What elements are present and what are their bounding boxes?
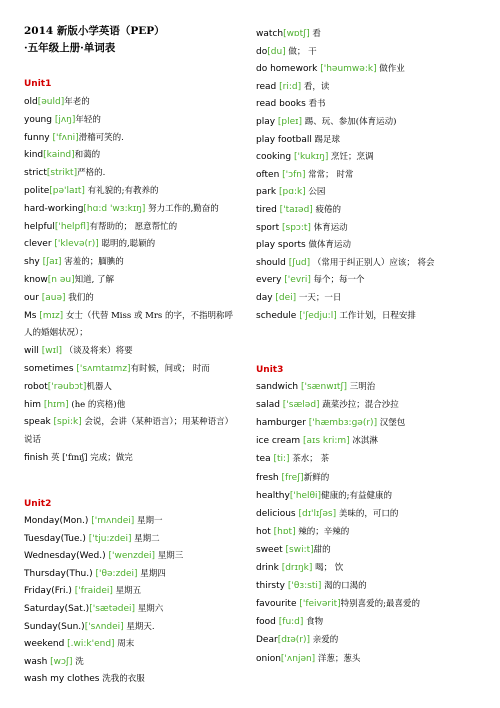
vocab-entry — [256, 28, 321, 40]
vocab-entry — [256, 98, 325, 110]
vocab-meaning: 我们的 — [65, 292, 94, 303]
vocab-entry — [256, 134, 340, 146]
vocab-word: hot — [256, 526, 271, 537]
vocab-word: onion — [256, 653, 281, 664]
vocab-word: robot — [24, 381, 48, 392]
vocab-word: our — [24, 292, 39, 303]
vocab-meaning: 滑稽可笑的. — [78, 132, 124, 143]
vocab-phonetic: ['sæləd] — [279, 400, 320, 411]
vocab-entry — [256, 46, 317, 58]
vocab-meaning: 健康的;有益健康的 — [321, 490, 392, 501]
vocab-word: play — [256, 117, 276, 127]
vocab-phonetic: [wɔʃ] — [47, 656, 73, 667]
vocab-entry — [256, 417, 405, 429]
doc-title: 2014 新版小学英语（PEP） — [24, 25, 165, 37]
vocab-meaning: 星期四 — [137, 568, 166, 579]
vocab-phonetic: [strikt] — [46, 168, 78, 179]
vocab-phonetic: ['evri] — [281, 275, 311, 286]
vocab-meaning: 机器人 — [86, 381, 112, 392]
vocab-meaning: 亲爱的 — [310, 635, 339, 646]
vocab-word: read books — [256, 99, 306, 110]
vocab-word: thirsty — [256, 581, 285, 592]
vocab-phonetic: ['sʌmtaɪmz] — [73, 364, 131, 374]
vocab-phonetic: [wɒtʃ] — [283, 29, 310, 39]
vocab-word: Monday(Mon.) — [24, 516, 89, 526]
vocab-meaning: 看 — [309, 29, 321, 39]
vocab-phonetic: ['wenzdei] — [105, 551, 156, 562]
vocab-entry — [256, 81, 329, 93]
vocab-meaning: 蔬菜沙拉；混合沙拉 — [319, 400, 399, 411]
vocab-word: play football — [256, 134, 312, 145]
vocab-entry — [256, 616, 323, 628]
vocab-word: helpful — [24, 221, 55, 232]
vocab-entry — [256, 63, 405, 75]
unit3-heading: Unit3 — [256, 365, 284, 375]
vocab-meaning: 体育运动 — [310, 222, 348, 233]
vocab-meaning: 洗我的衣服 — [99, 674, 145, 685]
vocab-phonetic: ['feivərit] — [296, 599, 341, 610]
vocab-entry — [24, 345, 133, 357]
vocab-word: sweet — [256, 544, 283, 555]
vocab-word: speak — [24, 417, 51, 428]
vocab-entry — [256, 151, 374, 163]
vocab-phonetic: ['fraidei] — [71, 586, 113, 597]
vocab-entry — [256, 169, 353, 181]
vocab-meaning: 做作业 — [376, 64, 405, 75]
vocab-phonetic: [dei] — [272, 293, 297, 303]
vocab-phonetic: ['ʃedju:l] — [296, 310, 337, 321]
vocab-entry — [24, 399, 125, 411]
vocab-meaning: 汉堡包 — [377, 418, 406, 429]
vocab-word: Sunday(Sun.) — [24, 621, 85, 632]
vocab-entry — [256, 239, 351, 251]
vocab-phonetic: ['θɜ:sti] — [284, 581, 322, 592]
vocab-entry — [256, 204, 341, 216]
vocab-entry — [24, 673, 145, 685]
vocab-word: play sports — [256, 240, 306, 251]
vocab-meaning: 食物 — [303, 617, 324, 628]
vocab-word: favourite — [256, 599, 297, 610]
vocab-phonetic: [kaind] — [43, 150, 75, 161]
vocab-phonetic: [ri:d] — [276, 81, 302, 92]
vocab-meaning: 洋葱；葱头 — [315, 653, 361, 664]
vocab-phonetic: [mɪz] — [36, 310, 64, 321]
vocab-meaning: 洗 — [72, 656, 84, 667]
vocab-word: do — [256, 46, 268, 57]
vocab-entry — [24, 434, 41, 446]
vocab-word: Friday(Fri.) — [24, 586, 72, 597]
vocab-word: funny — [24, 132, 50, 143]
vocab-meaning: 喝； 饮 — [312, 563, 344, 573]
vocab-meaning: 看书 — [305, 99, 326, 110]
vocab-meaning: 烹饪；烹调 — [328, 152, 374, 163]
vocab-phonetic: [hɑ:d 'wɜ:kɪŋ] — [83, 203, 146, 214]
vocab-phonetic: [fu:d] — [275, 617, 304, 628]
vocab-word: read — [256, 81, 277, 92]
vocab-entry — [24, 274, 114, 286]
vocab-word: sometimes — [24, 364, 74, 374]
vocab-word: day — [256, 293, 273, 303]
vocab-phonetic: ['ʌnjən] — [280, 653, 316, 664]
vocab-word: sandwich — [256, 382, 299, 392]
vocab-meaning: (he 的宾格)他 — [68, 399, 126, 410]
vocab-phonetic: [wɪl] — [38, 346, 62, 357]
vocab-phonetic: ['helθi] — [289, 490, 322, 501]
vocab-entry — [24, 238, 155, 250]
vocab-phonetic: [du] — [267, 46, 286, 57]
vocab-phonetic: [ti:] — [270, 454, 290, 465]
vocab-word: old — [24, 97, 38, 107]
vocab-word: strict — [24, 168, 47, 179]
vocab-meaning: 做体育运动 — [305, 240, 351, 251]
vocab-word: tired — [256, 205, 277, 215]
vocab-word: watch — [256, 29, 284, 39]
vocab-word: clever — [24, 239, 52, 250]
vocab-meaning: 工作计划，日程安排 — [336, 310, 416, 321]
vocab-meaning: 踢、玩、参加(体育运动) — [302, 117, 397, 127]
vocab-meaning: 星期二 — [131, 533, 160, 544]
vocab-entry — [256, 310, 416, 322]
vocab-word: often — [256, 169, 280, 180]
vocab-phonetic: ['helpfl] — [54, 221, 90, 232]
vocab-entry — [256, 399, 399, 411]
vocab-word: do homework — [256, 64, 318, 75]
vocab-meaning: 有礼貌的;有教养的 — [84, 186, 159, 196]
vocab-word: wash my clothes — [24, 674, 100, 685]
vocab-entry — [24, 292, 94, 304]
vocab-phonetic: [ʃaɪ] — [39, 257, 62, 268]
vocab-entry — [24, 310, 233, 322]
vocab-phonetic: [pɑ:k] — [276, 187, 306, 198]
vocab-word: kind — [24, 150, 44, 161]
vocab-meaning: 星期三 — [155, 551, 184, 562]
vocab-word: food — [256, 617, 276, 628]
vocab-word: will — [24, 346, 39, 357]
vocab-entry — [256, 580, 367, 592]
vocab-entry — [24, 416, 233, 428]
vocab-entry — [24, 550, 183, 562]
vocab-entry — [256, 186, 325, 198]
vocab-entry — [24, 167, 105, 179]
vocab-word: tea — [256, 454, 271, 465]
vocab-meaning: 新鲜的 — [303, 472, 330, 483]
vocab-meaning: 会说，会讲（某种语言）；用某种语言） — [81, 417, 234, 428]
vocab-word: should — [256, 257, 286, 268]
vocab-meaning: 年老的 — [64, 97, 90, 107]
vocab-meaning: 努力工作的,勤奋的 — [145, 203, 219, 214]
vocab-phonetic: ['mʌndei] — [88, 516, 135, 526]
vocab-meaning: 和蔼的 — [74, 150, 101, 161]
vocab-phonetic: ['hæmbɜ:gə(r)] — [305, 418, 378, 429]
vocab-phonetic: [swi:t] — [282, 544, 314, 555]
vocab-meaning: 每个；每一个 — [310, 275, 365, 286]
vocab-word: Dear — [256, 635, 278, 646]
vocab-entry — [24, 203, 219, 215]
vocab-word: Ms — [24, 310, 37, 321]
vocab-word: know — [24, 275, 48, 285]
vocab-entry — [256, 544, 331, 556]
vocab-entry — [24, 585, 141, 597]
vocab-entry — [24, 621, 155, 633]
vocab-word: every — [256, 275, 282, 286]
vocab-meaning: 星期天. — [123, 621, 155, 632]
vocab-word: ice cream — [256, 436, 301, 447]
vocab-phonetic: [hɪm] — [40, 399, 69, 410]
vocab-meaning: 疲倦的 — [312, 205, 341, 215]
vocab-entry — [24, 638, 134, 650]
vocab-entry — [256, 598, 420, 610]
vocab-meaning: 星期五 — [112, 586, 142, 597]
vocab-meaning: 踢足球 — [311, 134, 341, 145]
vocab-entry — [24, 327, 88, 339]
vocab-entry — [24, 132, 124, 144]
vocab-entry — [24, 114, 101, 126]
vocab-meaning: （常用于纠正别人）应该； 将会 — [310, 257, 435, 268]
vocab-entry — [256, 472, 329, 484]
vocab-meaning: 周末 — [114, 639, 135, 650]
vocab-phonetic: [.wi:k'end] — [64, 639, 115, 650]
vocab-word: fresh — [256, 472, 279, 483]
vocab-word: shy — [24, 257, 40, 268]
vocab-entry — [256, 490, 392, 502]
vocab-phonetic: [dɪ'lɪʃəs] — [295, 508, 337, 519]
vocab-entry — [24, 381, 112, 393]
vocab-word: sport — [256, 222, 280, 233]
vocab-entry — [256, 562, 343, 574]
vocab-entry — [256, 453, 329, 465]
vocab-word: Tuesday(Tue.) — [24, 533, 86, 544]
vocab-phonetic: [aɪs kri:m] — [300, 436, 350, 447]
vocab-word: hard-working — [24, 203, 84, 214]
vocab-meaning: 星期一 — [134, 516, 163, 526]
vocab-phonetic: [freʃ] — [278, 472, 304, 483]
vocab-entry — [256, 526, 349, 538]
vocab-entry — [256, 116, 396, 128]
vocab-meaning: 看，读 — [301, 81, 330, 92]
vocab-word: schedule — [256, 310, 297, 321]
vocab-meaning: 特别喜爱的;最喜爱的 — [340, 599, 421, 610]
vocab-entry — [256, 292, 341, 304]
vocab-phonetic: ['ɔfn] — [279, 169, 306, 180]
vocab-phonetic: [auə] — [38, 292, 66, 303]
vocab-word: cooking — [256, 152, 292, 163]
vocab-entry — [24, 96, 90, 108]
vocab-word: park — [256, 187, 277, 198]
doc-subtitle: ·五年级上册·单词表 — [24, 42, 116, 54]
vocab-meaning: 常常； 时常 — [305, 169, 354, 180]
vocab-entry — [256, 634, 338, 646]
vocab-word: young — [24, 114, 52, 125]
vocab-meaning: 茶水； 茶 — [289, 454, 329, 465]
vocab-phonetic: ['kukɪŋ] — [291, 152, 329, 163]
vocab-phonetic: ['rəubɔt] — [47, 381, 87, 392]
vocab-phonetic: [jʌŋ] — [51, 114, 76, 125]
vocab-entry — [24, 363, 210, 375]
vocab-word: Saturday(Sat.) — [24, 604, 90, 614]
vocab-phonetic: [hɒt] — [270, 526, 296, 537]
vocab-meaning: 年轻的 — [75, 114, 101, 125]
vocab-meaning: 聪明的,聪颖的 — [98, 239, 156, 250]
vocab-phonetic: ['həumwə:k] — [317, 64, 377, 75]
vocab-phonetic: ['sʌndei] — [84, 621, 124, 632]
vocab-word: drink — [256, 563, 279, 573]
vocab-phonetic: ['fʌni] — [49, 132, 79, 143]
unit2-heading: Unit2 — [24, 499, 52, 509]
vocab-phonetic: [dɪə(r)] — [277, 635, 311, 646]
vocab-meaning: 女士（代替 Miss 或 Mrs 的字，不指明称呼 — [63, 310, 233, 321]
vocab-meaning: 知道, 了解 — [74, 275, 115, 285]
vocab-meaning: 星期六 — [135, 604, 164, 614]
vocab-entry — [256, 257, 435, 269]
unit1-heading: Unit1 — [24, 79, 52, 89]
vocab-word: Thursday(Thu.) — [24, 568, 93, 579]
vocab-entry — [24, 533, 160, 545]
vocab-phonetic: ['klevə(r)] — [51, 239, 99, 250]
vocab-entry — [24, 656, 84, 668]
vocab-entry — [256, 653, 360, 665]
vocab-phonetic: [pə'laɪt] — [49, 186, 85, 196]
vocab-phonetic: ['tju:zdei] — [85, 533, 132, 544]
vocab-meaning: 有时候，间或； 时而 — [130, 364, 210, 374]
vocab-meaning: 三明治 — [347, 382, 376, 392]
vocab-word: him — [24, 399, 41, 410]
vocab-word: hamburger — [256, 418, 306, 429]
vocab-meaning: 人的婚姻状况）； — [24, 328, 88, 339]
vocab-phonetic: ['taɪəd] — [276, 205, 313, 215]
vocab-entry — [24, 452, 133, 464]
vocab-meaning: 害羞的；腼腆的 — [61, 257, 124, 268]
vocab-phonetic: [spɔ:t] — [279, 222, 311, 233]
vocab-meaning: 甜的 — [313, 544, 331, 555]
vocab-entry — [256, 435, 378, 447]
vocab-meaning: 渴的口渴的 — [321, 581, 367, 592]
vocab-entry — [24, 149, 100, 161]
vocab-meaning: 辣的；辛辣的 — [295, 526, 350, 537]
vocab-phonetic: [əuld] — [37, 97, 65, 107]
vocab-entry — [24, 256, 124, 268]
vocab-phonetic: [pleɪ] — [275, 117, 303, 127]
vocab-meaning: 公园 — [305, 187, 326, 198]
vocab-word: healthy — [256, 490, 290, 501]
vocab-entry — [256, 222, 348, 234]
vocab-phonetic: ['sætədei] — [89, 604, 136, 614]
vocab-meaning: 有帮助的； 愿意帮忙的 — [89, 221, 178, 232]
vocab-entry — [24, 185, 159, 197]
vocab-word: Wednesday(Wed.) — [24, 551, 106, 562]
vocab-word: delicious — [256, 508, 296, 519]
vocab-phonetic: ['θə:zdei] — [92, 568, 138, 579]
vocab-meaning: 严格的. — [77, 168, 106, 179]
vocab-phonetic: [n əu] — [47, 275, 75, 285]
vocab-phonetic: [spi:k] — [50, 417, 82, 428]
vocab-entry — [24, 603, 163, 615]
vocab-word: weekend — [24, 639, 65, 650]
vocab-phonetic: [ʃud] — [285, 257, 311, 268]
vocab-word: salad — [256, 400, 280, 411]
vocab-meaning: 做； 干 — [285, 46, 317, 57]
vocab-word: finish — [24, 453, 49, 463]
vocab-phonetic: [drɪŋk] — [278, 563, 313, 573]
vocab-word: wash — [24, 656, 48, 667]
vocab-phonetic: ['sænwɪtʃ] — [298, 382, 347, 392]
vocab-entry — [256, 381, 375, 393]
vocab-meaning: 一天；一日 — [296, 293, 342, 303]
vocab-meaning: 冰淇淋 — [349, 436, 378, 447]
vocab-meaning: 英 ['fɪnɪʃ] 完成；做完 — [48, 453, 133, 463]
vocab-meaning: （谈及将来）将要 — [61, 346, 133, 357]
vocab-meaning: 美味的，可口的 — [336, 508, 399, 519]
vocab-word: polite — [24, 186, 50, 196]
vocab-entry — [24, 515, 163, 527]
vocab-entry — [24, 221, 177, 233]
vocab-entry — [256, 274, 365, 286]
vocab-entry — [24, 568, 166, 580]
vocab-entry — [256, 508, 398, 520]
vocab-meaning: 说话 — [24, 435, 42, 446]
